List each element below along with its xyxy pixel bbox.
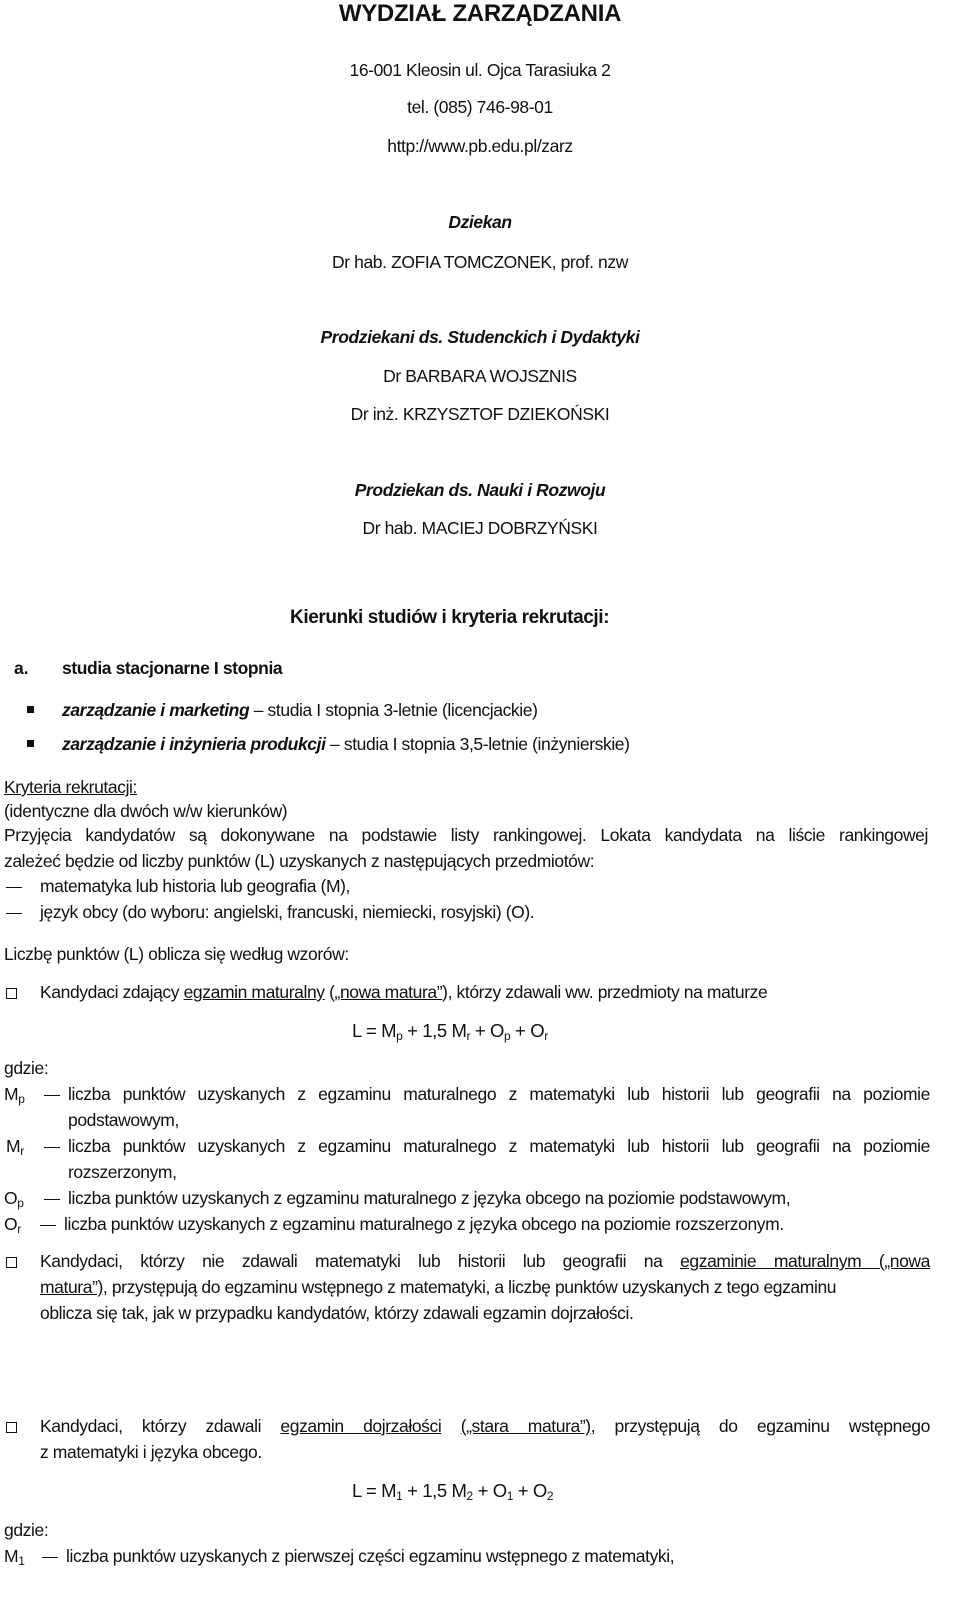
checkbox-icon: [6, 1422, 17, 1433]
formula-term: + 1,5 M: [402, 1020, 467, 1041]
course-dash: –: [330, 734, 340, 754]
dash-bullet-icon: [6, 913, 22, 914]
formula-sub: p: [396, 1029, 403, 1043]
formula-sub: 2: [466, 1489, 473, 1503]
course-name: zarządzanie i inżynieria produkcji: [62, 734, 326, 754]
case2-pre: Kandydaci, którzy nie zdawali matematyki lub historii lub geografii na: [40, 1251, 663, 1271]
vice-dean-research-role: Prodziekan ds. Nauki i Rozwoju: [354, 480, 606, 500]
formula-sub: 1: [396, 1489, 403, 1503]
phone: tel. (085) 746-98-01: [407, 97, 553, 117]
bullet-square-icon: [27, 706, 34, 713]
def-text: liczba punktów uzyskanych z pierwszej części egzaminu wstępnego z matematyki,: [66, 1546, 675, 1566]
formula-sub: 1: [506, 1489, 513, 1503]
case1-text: [40, 982, 767, 1002]
formula-term: + O: [510, 1020, 545, 1041]
case2-line-2: [40, 1277, 836, 1297]
def-sym: M: [4, 1546, 19, 1566]
formula-sub: r: [544, 1029, 548, 1043]
case3-line-1: [40, 1416, 930, 1436]
case2-post: , przystępują do egzaminu wstępnego z matematyki, a liczbę punktów uzyskanych z tego egzaminu: [102, 1277, 837, 1297]
section-subheading: studia stacjonarne I stopnia: [62, 658, 283, 678]
def-symbol: [4, 1188, 24, 1211]
course-item: [62, 700, 538, 720]
criteria-title: Kryteria rekrutacji:: [4, 777, 138, 797]
website-link[interactable]: http://www.pb.edu.pl/zarz: [387, 136, 573, 156]
case3-old-matura-link[interactable]: („stara matura”): [460, 1416, 591, 1436]
def-sub: p: [18, 1092, 25, 1106]
def-sub: r: [20, 1144, 24, 1158]
def-text: liczba punktów uzyskanych z egzaminu maturalnego z matematyki lub historii lub geografii na poziomie: [68, 1084, 930, 1104]
case1-pre: Kandydaci zdający: [40, 982, 180, 1002]
formula-sub: r: [466, 1029, 471, 1043]
case1-post: ), którzy zdawali ww. przedmioty na maturze: [442, 982, 768, 1002]
course-dash: –: [253, 700, 264, 720]
def-sub: 1: [18, 1554, 25, 1568]
section-heading: Kierunki studiów i kryteria rekrutacji:: [290, 607, 610, 628]
formula-2: [352, 1480, 553, 1504]
case1-paren: (: [329, 982, 335, 1002]
def-sym: O: [4, 1214, 18, 1234]
bullet-square-icon: [27, 740, 34, 747]
case3-exam-link[interactable]: egzamin dojrzałości: [280, 1416, 442, 1436]
dash-icon: [40, 1225, 56, 1226]
case2-line-1: [40, 1251, 930, 1271]
def-text: liczba punktów uzyskanych z egzaminu maturalnego z języka obcego na poziomie rozszerzonym.: [64, 1214, 784, 1234]
course-name: zarządzanie i marketing: [62, 700, 250, 720]
def-symbol: [4, 1546, 24, 1569]
case2-exam-link-cont[interactable]: matura”): [40, 1277, 103, 1297]
case3-pre: Kandydaci, którzy zdawali: [40, 1416, 262, 1436]
course-item: [62, 734, 630, 754]
def-text: liczba punktów uzyskanych z egzaminu maturalnego z języka obcego na poziomie podstawowym,: [68, 1188, 791, 1208]
faculty-title: WYDZIAŁ ZARZĄDZANIA: [338, 0, 622, 27]
dean-name: Dr hab. ZOFIA TOMCZONEK, prof. nzw: [332, 252, 628, 272]
formula-intro: Liczbę punktów (L) oblicza się według wzorów:: [4, 944, 349, 964]
checkbox-icon: [6, 988, 17, 999]
def-symbol: [6, 1136, 24, 1159]
formula-sub: 2: [546, 1489, 554, 1503]
subject-item: język obcy (do wyboru: angielski, francuski, niemiecki, rosyjski) (O).: [40, 902, 535, 922]
formula-term: + 1,5 M: [402, 1480, 467, 1501]
def-text-cont: rozszerzonym,: [68, 1162, 177, 1182]
case2-exam-link[interactable]: egzaminie maturalnym („nowa: [680, 1251, 930, 1271]
case1-exam-link[interactable]: egzamin maturalny: [183, 982, 325, 1002]
def-sub: p: [17, 1196, 24, 1210]
def-symbol: [4, 1214, 21, 1237]
def-symbol: [4, 1084, 24, 1107]
formula-term: + O: [470, 1020, 505, 1041]
vice-dean-name-1: Dr BARBARA WOJSZNIS: [383, 366, 577, 386]
def-sym: M: [4, 1084, 19, 1104]
formula-term: + O: [512, 1480, 547, 1501]
dash-icon: [44, 1199, 60, 1200]
dash-icon: [42, 1557, 58, 1558]
dash-icon: [44, 1095, 60, 1096]
section-marker: a.: [14, 658, 29, 678]
formula-1: [352, 1020, 548, 1044]
def-sub: r: [17, 1222, 21, 1236]
criteria-paragraph-line-1: Przyjęcia kandydatów są dokonywane na podstawie listy rankingowej. Lokata kandydata na liście rankingowej: [4, 825, 928, 845]
subject-item: matematyka lub historia lub geografia (M),: [40, 876, 351, 896]
formula-term: L = M: [352, 1020, 397, 1041]
dean-role: Dziekan: [448, 212, 512, 232]
checkbox-icon: [6, 1257, 17, 1268]
where-label: gdzie:: [4, 1058, 49, 1078]
course-desc: studia I stopnia 3-letnie (licencjackie): [267, 700, 538, 720]
formula-term: + O: [472, 1480, 507, 1501]
criteria-paragraph-line-2: zależeć będzie od liczby punktów (L) uzyskanych z następujących przedmiotów:: [4, 851, 595, 871]
case2-line-3: oblicza się tak, jak w przypadku kandydatów, którzy zdawali egzamin dojrzałości.: [40, 1303, 634, 1323]
dash-icon: [44, 1147, 60, 1148]
formula-term: L = M: [352, 1480, 397, 1501]
vice-dean-research-name: Dr hab. MACIEJ DOBRZYŃSKI: [362, 518, 598, 538]
where-label: gdzie:: [4, 1520, 49, 1540]
vice-dean-name-2: Dr inż. KRZYSZTOF DZIEKOŃSKI: [350, 404, 610, 424]
case3-line-2: z matematyki i języka obcego.: [40, 1442, 262, 1462]
vice-deans-role: Prodziekani ds. Studenckich i Dydaktyki: [320, 327, 640, 347]
formula-sub: p: [504, 1029, 511, 1043]
case1-new-matura-link[interactable]: „nowa matura”: [334, 982, 443, 1002]
case3-post: , przystępują do egzaminu wstępnego: [590, 1416, 930, 1436]
def-sym: O: [4, 1188, 18, 1208]
address: 16-001 Kleosin ul. Ojca Tarasiuka 2: [349, 60, 611, 80]
course-desc: studia I stopnia 3,5-letnie (inżynierskie): [343, 734, 630, 754]
dash-bullet-icon: [6, 887, 22, 888]
def-sym: M: [6, 1136, 21, 1156]
def-text-cont: podstawowym,: [68, 1110, 179, 1130]
def-text: liczba punktów uzyskanych z egzaminu maturalnego z matematyki lub historii lub geografii na poziomie: [68, 1136, 930, 1156]
criteria-note: (identyczne dla dwóch w/w kierunków): [4, 801, 288, 821]
